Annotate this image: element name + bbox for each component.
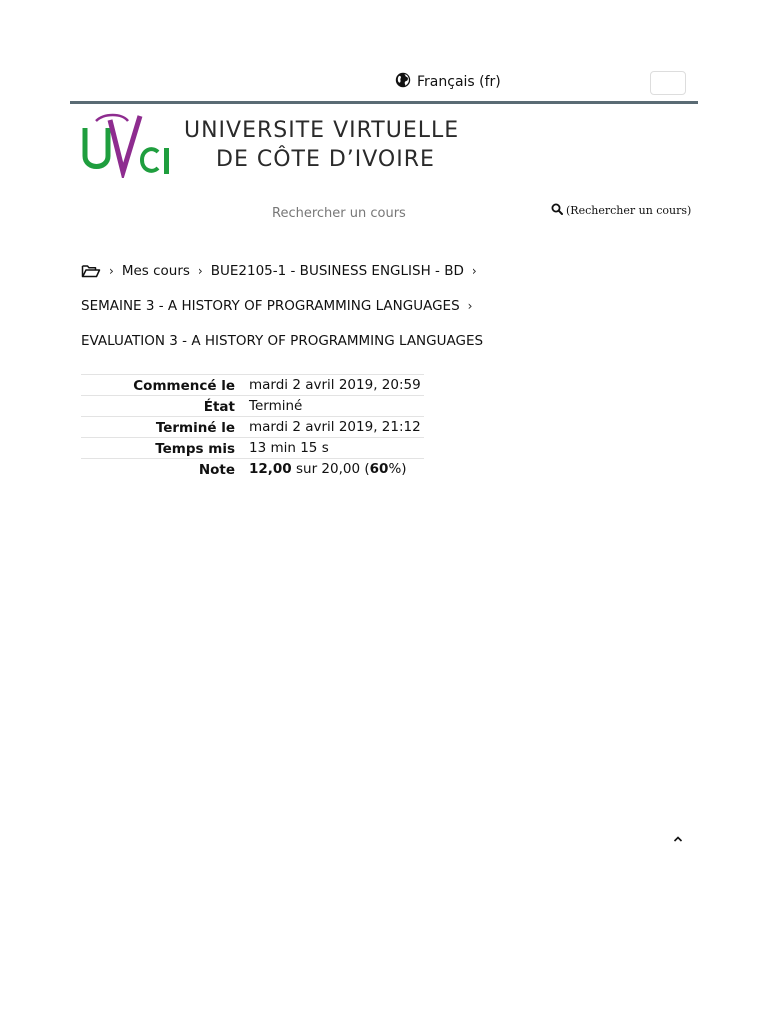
grade-value [249, 459, 424, 480]
back-to-top-button[interactable] [670, 830, 686, 846]
chevron-right-icon: › [197, 264, 203, 278]
table-row [81, 438, 424, 459]
grade-suffix: %) [388, 461, 407, 478]
site-logo[interactable] [82, 112, 462, 178]
breadcrumb [81, 260, 681, 352]
top-navbar [70, 60, 698, 104]
breadcrumb-quiz[interactable]: EVALUATION 3 - A HISTORY OF PROGRAMMING LANGUAGES [81, 333, 484, 349]
table-row [81, 375, 424, 396]
grade-middle: sur 20,00 ( [291, 461, 370, 478]
quiz-attempt-summary [81, 374, 424, 480]
course-search-button[interactable] [551, 203, 691, 218]
search-icon [551, 203, 563, 218]
logo-wordmark [184, 118, 459, 172]
search-button-label: (Rechercher un cours) [566, 204, 692, 217]
grade-label: Note [198, 461, 235, 478]
chevron-right-icon: › [467, 299, 473, 313]
table-row [81, 417, 424, 438]
table-row [81, 459, 424, 480]
language-label: Français (fr) [417, 74, 501, 90]
grade-score: 12,00 [249, 461, 292, 478]
row-label: Temps mis [155, 440, 235, 457]
row-value: Terminé [249, 398, 303, 414]
folder-open-icon[interactable] [81, 263, 101, 279]
chevron-right-icon: › [471, 264, 477, 278]
navbar-toggle-button[interactable] [650, 71, 686, 95]
breadcrumb-course[interactable]: BUE2105-1 - BUSINESS ENGLISH - BD [210, 263, 464, 279]
row-label: Commencé le [133, 377, 235, 394]
logo-line-1: UNIVERSITE VIRTUELLE [184, 118, 460, 143]
breadcrumb-section[interactable]: SEMAINE 3 - A HISTORY OF PROGRAMMING LANGUAGES [81, 298, 460, 314]
grade-percent: 60 [369, 461, 389, 478]
table-row [81, 396, 424, 417]
row-value: 13 min 15 s [249, 440, 329, 456]
breadcrumb-mes-cours[interactable]: Mes cours [121, 263, 190, 279]
row-label: État [203, 398, 235, 415]
row-value: mardi 2 avril 2019, 21:12 [249, 419, 421, 435]
chevron-right-icon: › [109, 264, 114, 278]
breadcrumb-row [81, 330, 681, 352]
logo-line-2: DE CÔTE D’IVOIRE [216, 147, 435, 172]
header-divider [70, 101, 698, 104]
uvci-logo-mark [82, 112, 178, 178]
row-label: Terminé le [155, 419, 235, 436]
breadcrumb-row [81, 295, 681, 317]
globe-icon [395, 72, 411, 92]
language-menu[interactable] [395, 72, 501, 92]
row-value: mardi 2 avril 2019, 20:59 [249, 377, 421, 393]
course-search-input[interactable] [270, 200, 524, 226]
chevron-up-icon [673, 831, 683, 846]
breadcrumb-row [81, 260, 681, 282]
